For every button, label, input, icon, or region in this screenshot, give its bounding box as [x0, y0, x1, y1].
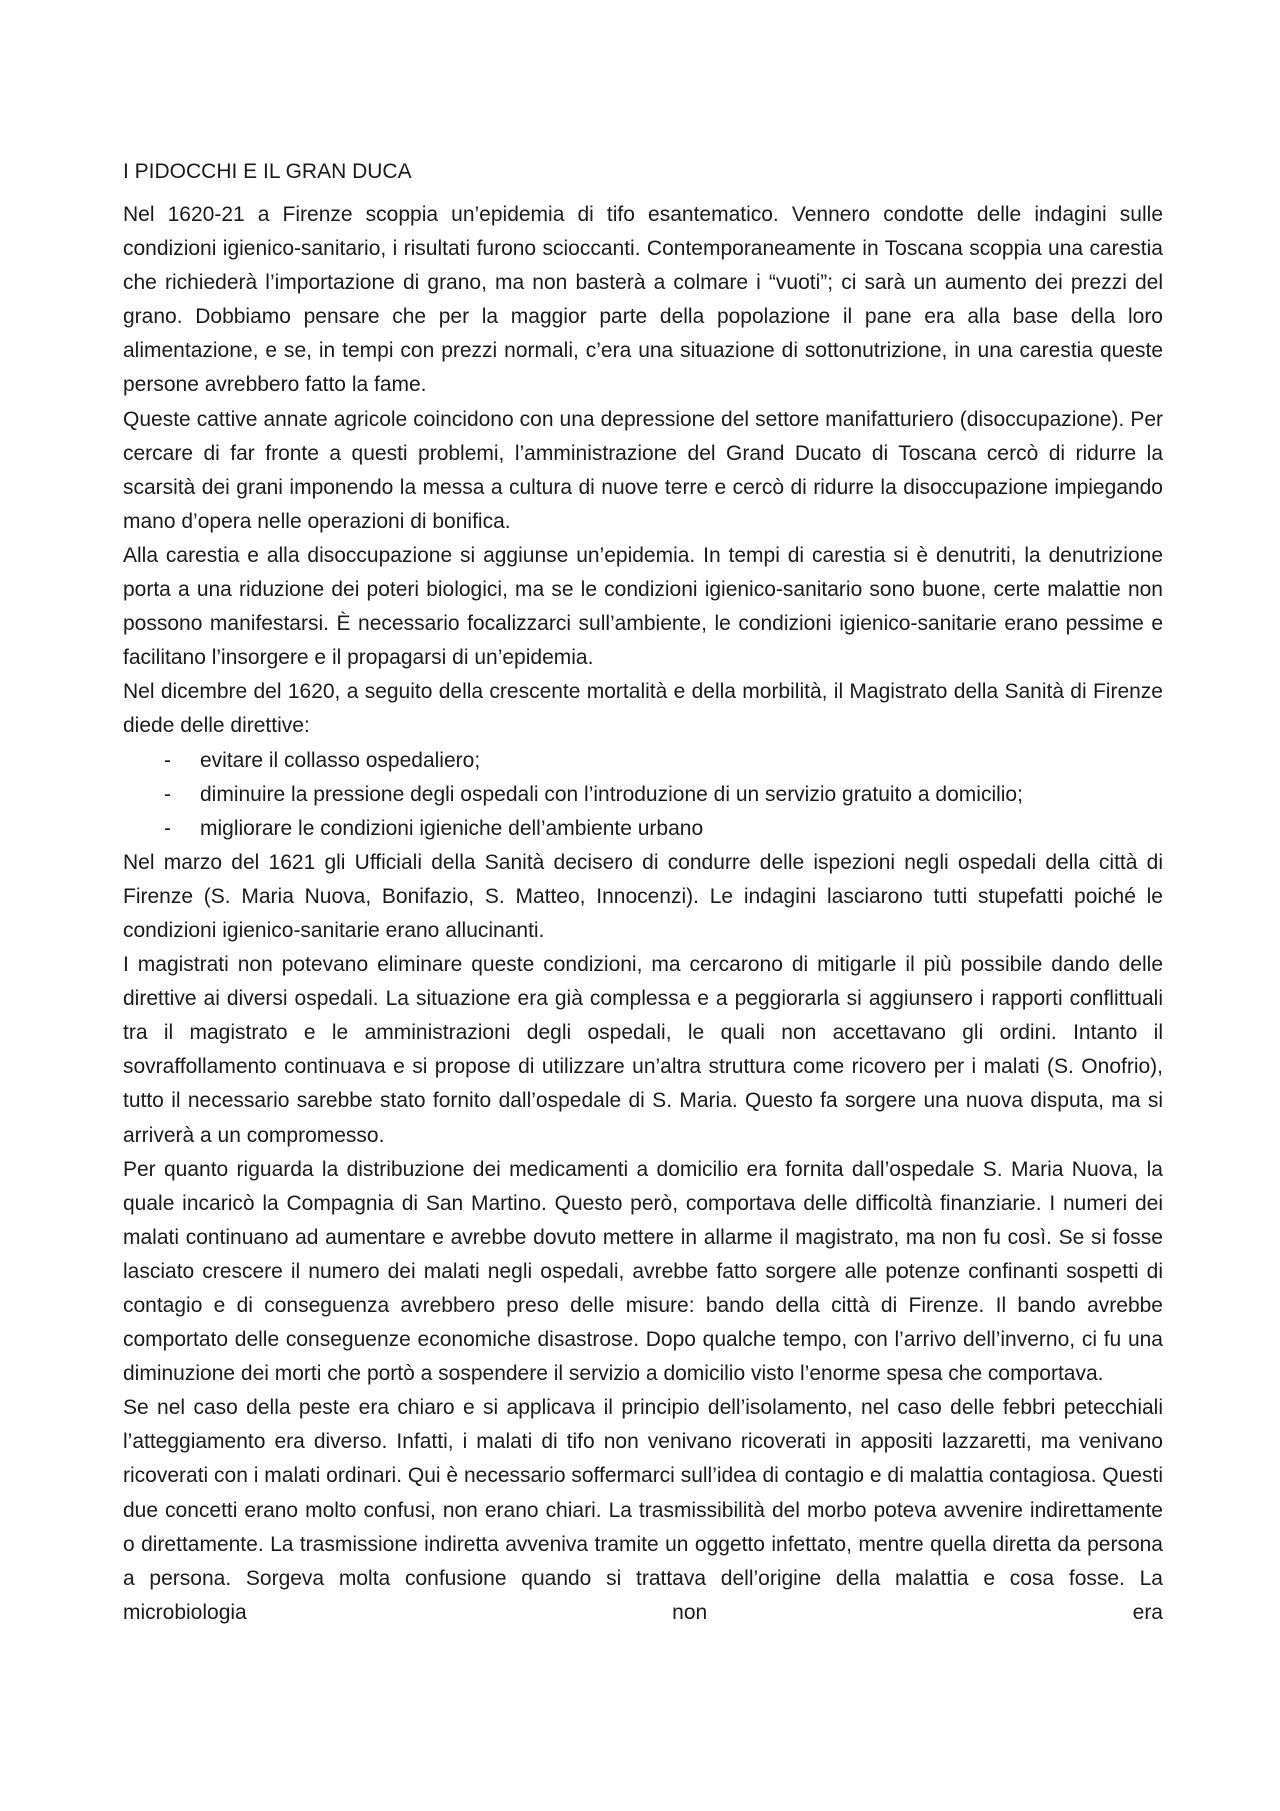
list-dash: - [164, 748, 171, 772]
paragraph-medicamenti: Per quanto riguarda la distribuzione dei medicamenti a domicilio era fornita dall’ospedale S. Maria Nuova, la quale incaricò la Compagnia di San Martino. Questo però, comportava delle difficoltà finanziarie. I numeri dei malati continuano ad aumentare e avrebbe dovuto mettere in allarme il magistrato, ma non fu così. Se si fosse lasciato crescere il numero dei malati negli ospedali, avrebbe fatto sorgere alle potenze confinanti sospetti di contagio e di conseguenza avrebbero preso delle misure: bando della città di Firenze. Il bando avrebbe comportato delle conseguenze economiche disastrose. Dopo qualche tempo, con l’arrivo dell’inverno, ci fu una diminuzione dei morti che portò a sospendere il servizio a domicilio visto l’enorme spesa che comportava. [123, 1157, 1163, 1386]
direttive-list [123, 744, 1163, 846]
paragraph-contagio: Se nel caso della peste era chiaro e si applicava il principio dell’isolamento, nel caso delle febbri petecchiali l’atteggiamento era diverso. Infatti, i malati di tifo non venivano ricoverati in appositi lazzaretti, ma venivano ricoverati con i malati ordinari. Qui è necessario soffermarci sull’idea di contagio e di malattia contagiosa. Questi due concetti erano molto confusi, non erano chiari. La trasmissibilità del morbo poteva avvenire indirettamente o direttamente. La trasmissione indiretta avveniva tramite un oggetto infettato, mentre quella diretta da persona a persona. Sorgeva molta confusione quando si trattava dell’origine della malattia e cosa fosse. La microbiologia non era [123, 1396, 1163, 1624]
paragraph-epidemia: Alla carestia e alla disoccupazione si aggiunse un’epidemia. In tempi di carestia si è denutriti, la denutrizione porta a una riduzione dei poteri biologici, ma se le condizioni igienico-sanitario sono buone, certe malattie non possono manifestarsi. È necessario focalizzarci sull’ambiente, le condizioni igienico-sanitarie erano pessime e facilitano l’insorgere e il propagarsi di un’epidemia. [123, 543, 1163, 670]
list-dash: - [164, 782, 171, 806]
list-item [123, 812, 1163, 846]
paragraph-ispezioni: Nel marzo del 1621 gli Ufficiali della Sanità decisero di condurre delle ispezioni negli ospedali della città di Firenze (S. Maria Nuova, Bonifazio, S. Matteo, Innocenzi). Le indagini lasciarono tutti stupefatti poiché le condizioni igienico-sanitarie erano allucinanti. [123, 850, 1163, 942]
paragraph-annate-agricole: Queste cattive annate agricole coincidono con una depressione del settore manifatturiero (disoccupazione). Per cercare di far fronte a questi problemi, l’amministrazione del Grand Ducato di Toscana cercò di ridurre la scarsità dei grani imponendo la messa a cultura di nuove terre e cercò di ridurre la disoccupazione impiegando mano d’opera nelle operazioni di bonifica. [123, 407, 1163, 533]
list-item-text: migliorare le condizioni igieniche dell’ambiente urbano [200, 816, 704, 840]
document-title: I PIDOCCHI E IL GRAN DUCA [123, 160, 412, 183]
list-item-text: diminuire la pressione degli ospedali con l’introduzione di un servizio gratuito a domicilio; [200, 782, 1023, 806]
document-page [123, 155, 1163, 1630]
list-item [123, 778, 1163, 812]
paragraph-tifo-carestia: Nel 1620-21 a Firenze scoppia un’epidemia di tifo esantematico. Vennero condotte delle indagini sulle condizioni igienico-sanitario, i risultati furono scioccanti. Contemporaneamente in Toscana scoppia una carestia che richiederà l’importazione di grano, ma non basterà a colmare i “vuoti”; ci sarà un aumento dei prezzi del grano. Dobbiamo pensare che per la maggior parte della popolazione il pane era alla base della loro alimentazione, e se, in tempi con prezzi normali, c’era una situazione di sottonutrizione, in una carestia queste persone avrebbero fatto la fame. [123, 203, 1163, 397]
list-item [123, 744, 1163, 778]
list-dash: - [164, 816, 171, 840]
paragraph-magistrati: I magistrati non potevano eliminare queste condizioni, ma cercarono di mitigarle il più possibile dando delle direttive ai diversi ospedali. La situazione era già complessa e a peggiorarla si aggiunsero i rapporti conflittuali tra il magistrato e le amministrazioni degli ospedali, le quali non accettavano gli ordini. Intanto il sovraffollamento continuava e si propose di utilizzare un’altra struttura come ricovero per i malati (S. Onofrio), tutto il necessario sarebbe stato fornito dall’ospedale di S. Maria. Questo fa sorgere una nuova disputa, ma si arriverà a un compromesso. [123, 953, 1163, 1147]
list-item-text: evitare il collasso ospedaliero; [200, 748, 481, 772]
paragraph-direttive: Nel dicembre del 1620, a seguito della crescente mortalità e della morbilità, il Magistrato della Sanità di Firenze diede delle direttive: [123, 680, 1163, 738]
